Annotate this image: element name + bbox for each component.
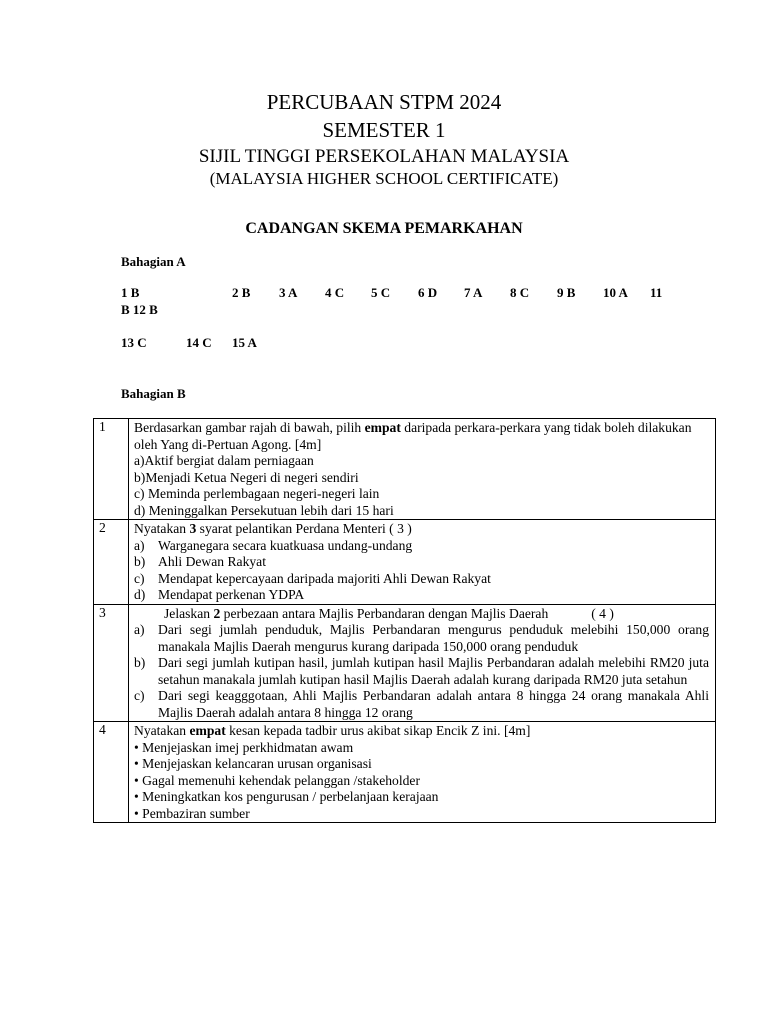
- answer-item: c) Dari segi keagggotaan, Ahli Majlis Perbandaran adalah antara 8 hingga 24 orang manakala Ahli Majlis Daerah adalah antara 8 hingga 12 orang: [134, 688, 709, 720]
- answer-line: b)Menjadi Ketua Negeri di negeri sendiri: [134, 469, 359, 485]
- answer-item: 14 C: [186, 335, 212, 350]
- answer-item: 2 B: [232, 285, 251, 300]
- semester-title: SEMESTER 1: [322, 118, 446, 142]
- answer-item: a) Dari segi jumlah penduduk, Majlis Perbandaran mengurus penduduk melebihi 150,000 orang manakala Majlis Daerah mengurus kurang daripada 150,000 orang penduduk: [134, 622, 709, 654]
- question-marks: ( 4 ): [591, 605, 614, 621]
- answer-item: 8 C: [510, 285, 530, 300]
- answer-item: 13 C: [121, 335, 147, 350]
- answer-item: d) Mendapat perkenan YDPA: [134, 587, 305, 602]
- answer-item: 6 D: [418, 285, 438, 300]
- question-number: 3: [94, 604, 129, 722]
- answer-item: 4 C: [325, 285, 345, 300]
- answer-bullet: • Menjejaskan imej perkhidmatan awam: [134, 739, 354, 755]
- table-row: [94, 722, 716, 823]
- answer-item: b) Dari segi jumlah kutipan hasil, jumlah kutipan hasil Majlis Perbandaran adalah melebihi RM20 juta setahun manakala jumlah kutipan hasil Majlis Daerah adalah kurang daripada RM20 juta setahun: [134, 655, 709, 687]
- table-row: [94, 604, 716, 722]
- answer-item: 7 A: [464, 285, 483, 300]
- answer-item-wrap: B 12 B: [121, 302, 158, 317]
- answer-item: 15 A: [232, 335, 257, 350]
- question-text: Jelaskan 2 perbezaan antara Majlis Perbandaran dengan Majlis Daerah ( 4 ): [164, 605, 614, 621]
- answer-item: 11: [650, 285, 663, 300]
- certificate-title-malay: SIJIL TINGGI PERSEKOLAHAN MALAYSIA: [198, 146, 570, 167]
- answer-item: 9 B: [557, 285, 576, 300]
- answer-item: 3 A: [279, 285, 298, 300]
- answer-bullet: • Gagal memenuhi kehendak pelanggan /stakeholder: [134, 772, 420, 788]
- answer-line: a)Aktif bergiat dalam perniagaan: [134, 453, 314, 468]
- answer-item: c) Mendapat kepercayaan daripada majoriti Ahli Dewan Rakyat: [134, 570, 491, 586]
- answer-item: b) Ahli Dewan Rakyat: [134, 554, 266, 569]
- answer-item: 5 C: [371, 285, 391, 300]
- answer-line: d) Meninggalkan Persekutuan lebih dari 15 hari: [134, 502, 394, 518]
- section-b-title: Bahagian B: [121, 386, 186, 401]
- answer-bullet: • Meningkatkan kos pengurusan / perbelanjaan kerajaan: [134, 789, 439, 804]
- question-cell: [129, 520, 716, 605]
- question-text: Berdasarkan gambar rajah di bawah, pilih empat daripada perkara-perkara yang tidak boleh dilakukan oleh Yang di-Pertuan Agong. [4m]: [134, 420, 692, 452]
- answer-item: a) Warganegara secara kuatkuasa undang-undang: [134, 537, 413, 553]
- question-number: 4: [94, 722, 129, 823]
- certificate-title-english: (MALAYSIA HIGHER SCHOOL CERTIFICATE): [209, 169, 559, 188]
- answer-item: 10 A: [603, 285, 628, 300]
- question-cell: [129, 604, 716, 722]
- question-text: Nyatakan 3 syarat pelantikan Perdana Menteri ( 3 ): [134, 521, 412, 536]
- answer-line: c) Meminda perlembagaan negeri-negeri lain: [134, 486, 380, 501]
- question-text: Nyatakan empat kesan kepada tadbir urus akibat sikap Encik Z ini. [4m]: [134, 723, 531, 738]
- answer-bullet: • Menjejaskan kelancaran urusan organisasi: [134, 756, 372, 771]
- section-b-table: [93, 418, 716, 823]
- table-row: [94, 520, 716, 605]
- answer-item: 1 B: [121, 285, 140, 300]
- answer-bullet: • Pembaziran sumber: [134, 805, 250, 821]
- question-number: 1: [94, 419, 129, 520]
- question-cell: [129, 419, 716, 520]
- section-a-title: Bahagian A: [121, 254, 186, 269]
- scheme-title: CADANGAN SKEMA PEMARKAHAN: [245, 220, 523, 237]
- question-number: 2: [94, 520, 129, 605]
- exam-title: PERCUBAAN STPM 2024: [266, 90, 502, 114]
- table-row: [94, 419, 716, 520]
- question-cell: [129, 722, 716, 823]
